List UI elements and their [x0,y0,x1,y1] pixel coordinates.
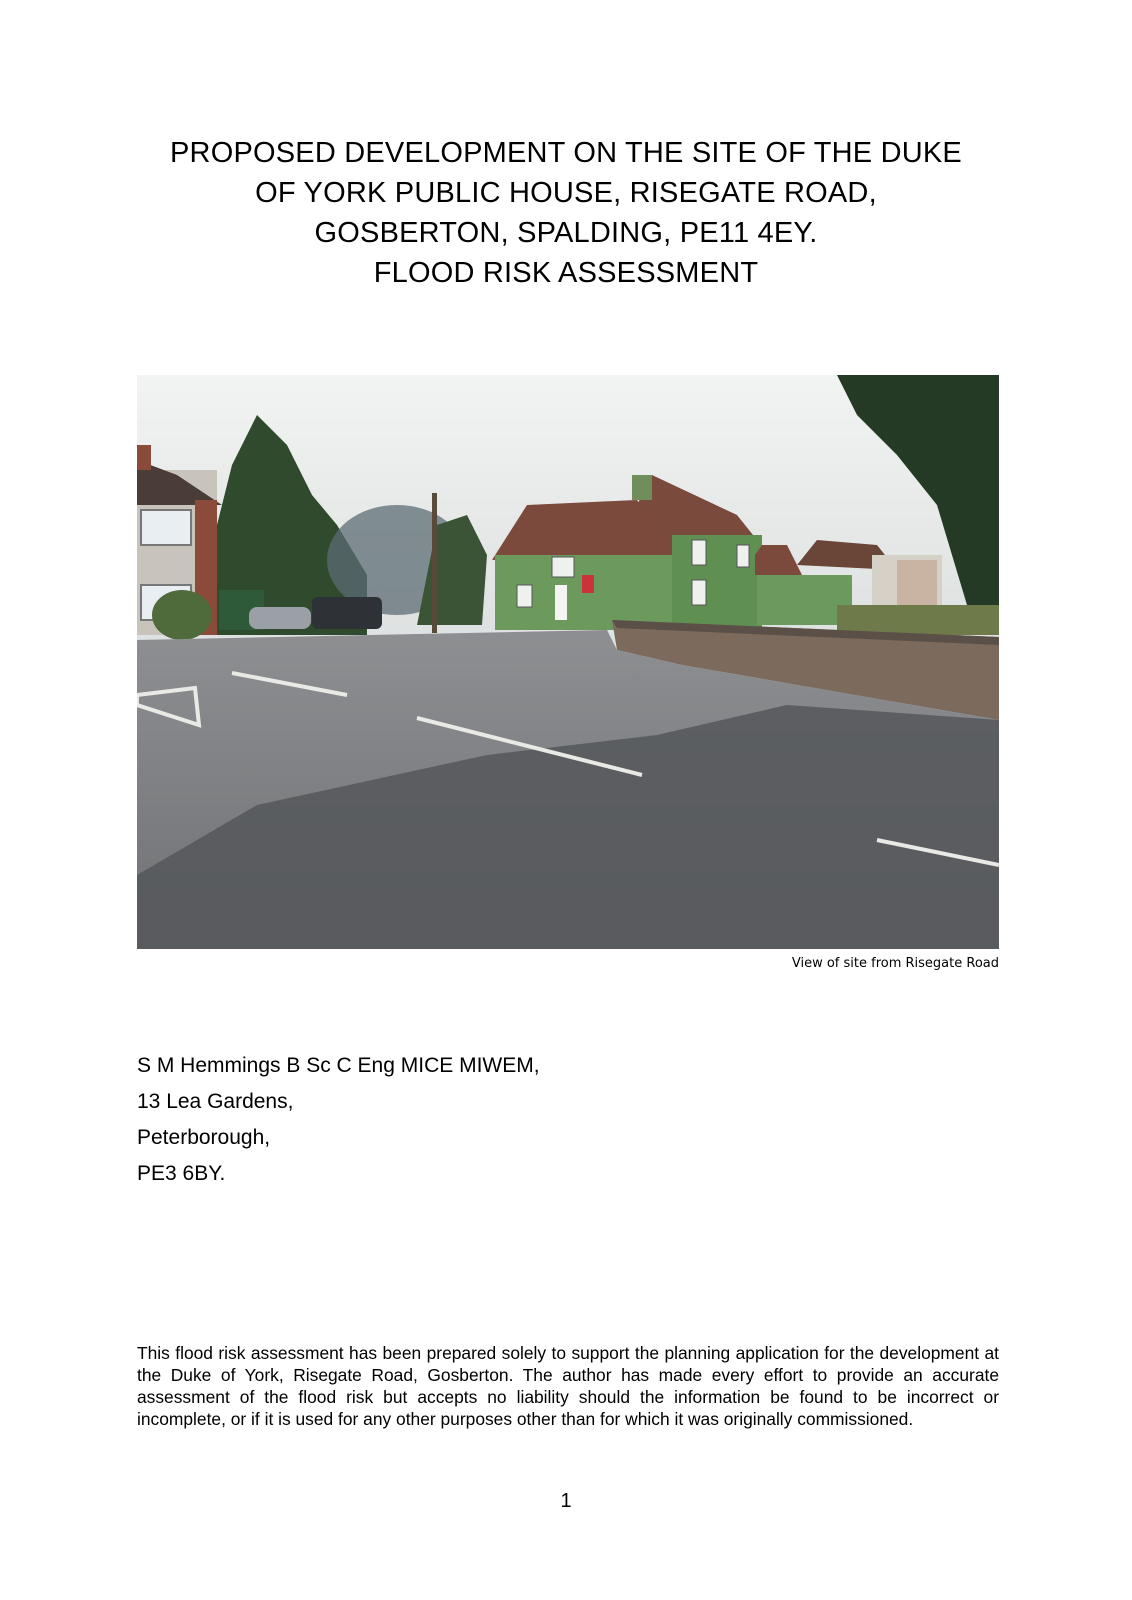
disclaimer-paragraph: This flood risk assessment has been prepared solely to support the planning application for the development at the Duke of York, Risegate Road, Gosberton. The author has made every effort to provide an accurate assessment of the flood risk but accepts no liability should the information be found to be incorrect or incomplete, or if it is used for any other purposes other than for which it was originally commissioned. [137,1343,999,1429]
photo-caption: View of site from Risegate Road [791,956,999,971]
title-line: PROPOSED DEVELOPMENT ON THE SITE OF THE DUKE [170,137,962,169]
address-line: S M Hemmings B Sc C Eng MICE MIWEM, [137,1054,540,1077]
site-photo [137,375,999,949]
title-line: FLOOD RISK ASSESSMENT [373,257,759,289]
title-line: OF YORK PUBLIC HOUSE, RISEGATE ROAD, [255,177,877,209]
document-title [120,133,1012,293]
address-line: 13 Lea Gardens, [137,1090,294,1113]
address-line: PE3 6BY. [137,1162,226,1185]
page-number: 1 [560,1490,572,1512]
author-address [137,1048,540,1192]
address-line: Peterborough, [137,1126,271,1149]
title-line: GOSBERTON, SPALDING, PE11 4EY. [314,217,818,249]
